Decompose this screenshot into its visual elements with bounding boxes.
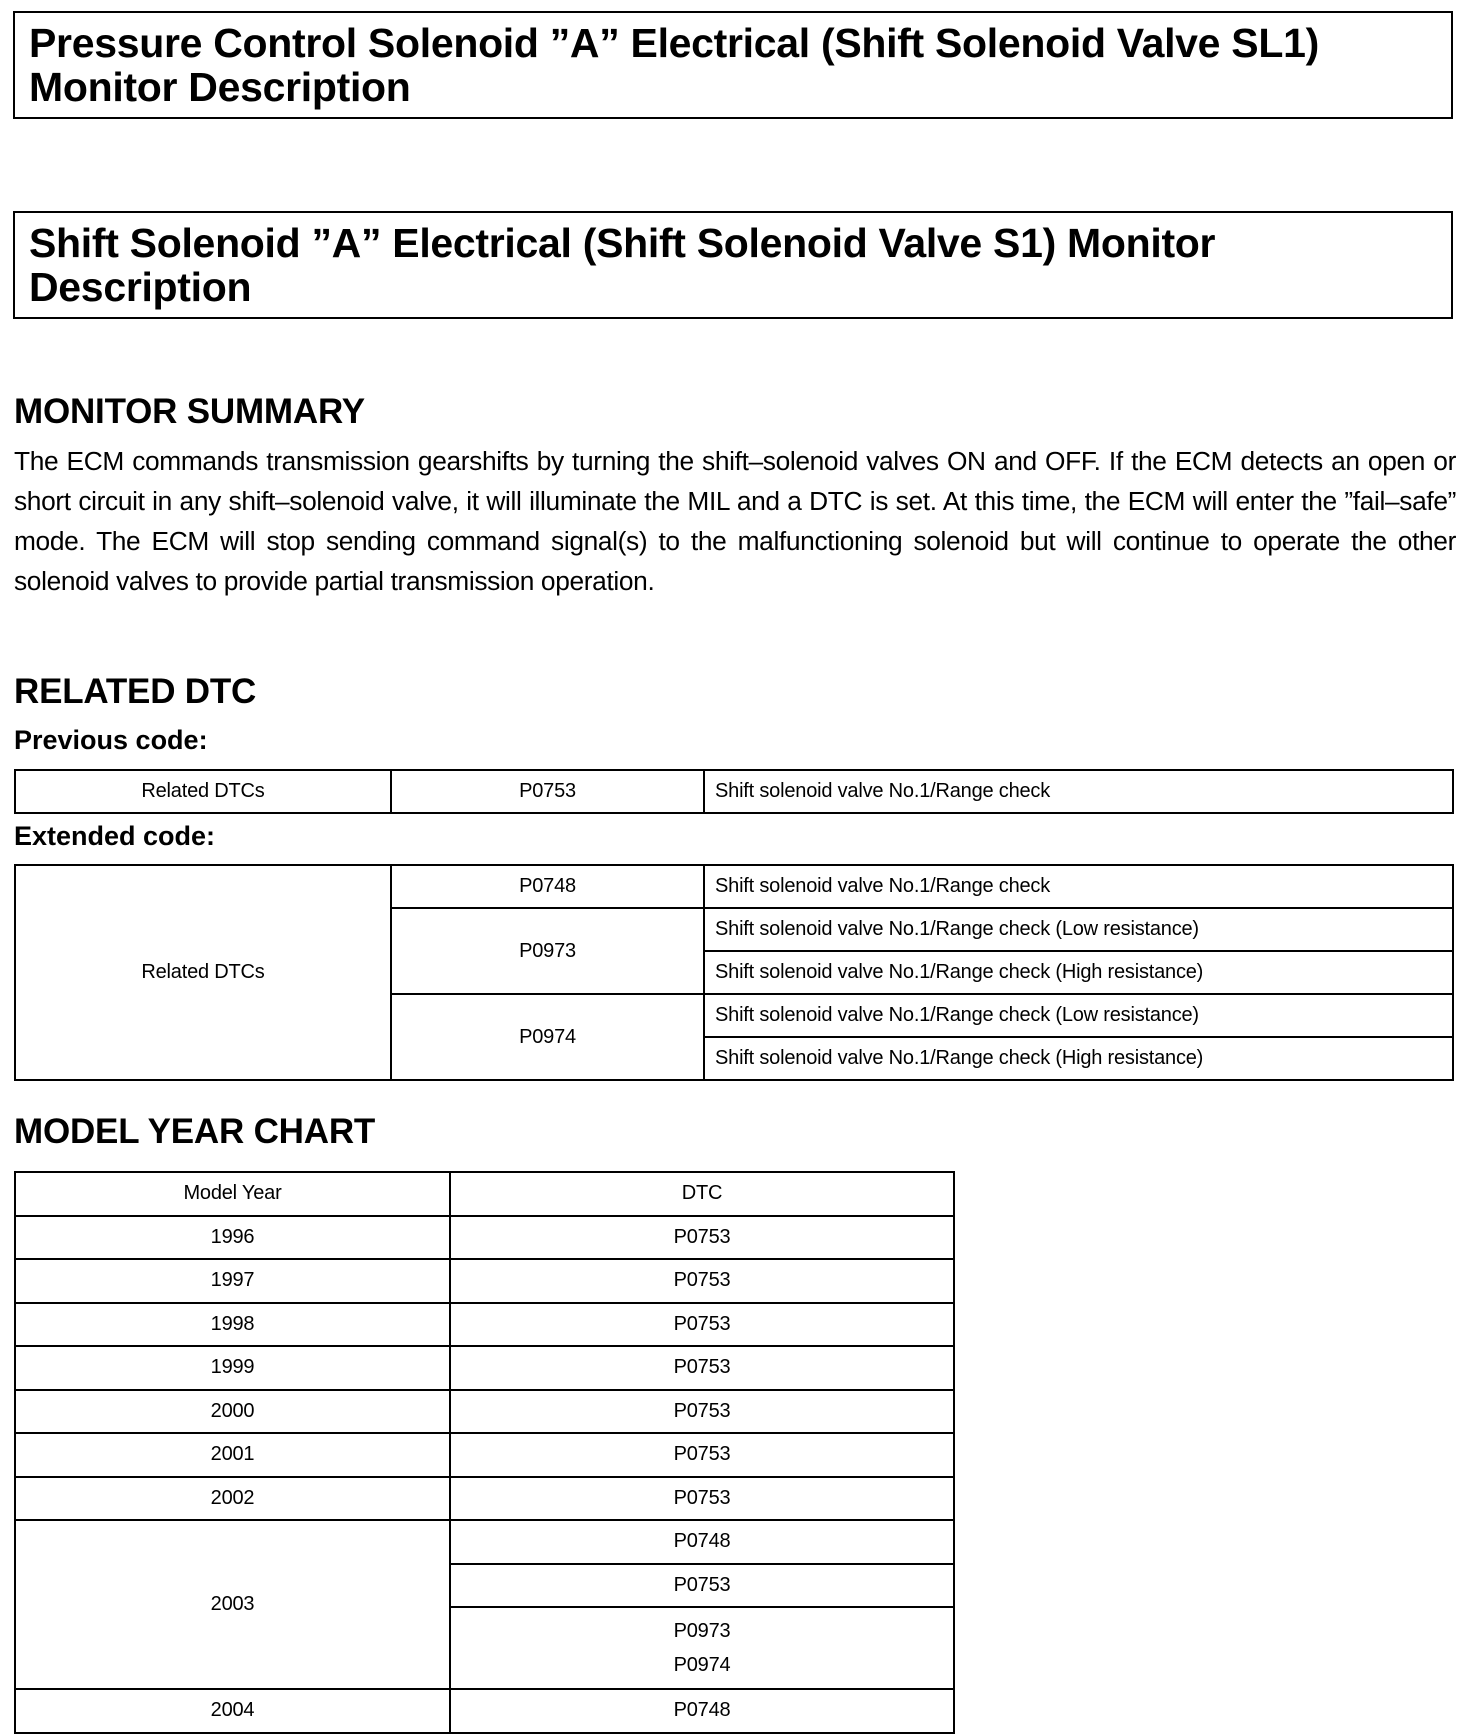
model-year-cell: 2004 bbox=[15, 1689, 450, 1733]
dtc-cell: P0748 bbox=[450, 1520, 954, 1564]
table-row bbox=[15, 1303, 954, 1347]
table-header-row bbox=[15, 1172, 954, 1216]
dtc-code: P0973 bbox=[673, 1620, 731, 1642]
table-row bbox=[15, 1689, 954, 1733]
dtc-description: Shift solenoid valve No.1/Range check (High resistance) bbox=[704, 951, 1453, 994]
related-dtc-heading: RELATED DTC bbox=[14, 672, 257, 711]
model-year-cell: 2000 bbox=[15, 1390, 450, 1434]
table-row bbox=[15, 1520, 954, 1564]
dtc-cell-multi bbox=[450, 1607, 954, 1689]
dtc-description: Shift solenoid valve No.1/Range check (High resistance) bbox=[704, 1037, 1453, 1080]
dtc-cell: P0753 bbox=[450, 1216, 954, 1260]
model-year-cell: 1997 bbox=[15, 1259, 450, 1303]
dtc-code: P0973 bbox=[391, 908, 704, 994]
extended-code-table bbox=[14, 864, 1454, 1081]
dtc-cell: P0753 bbox=[450, 1346, 954, 1390]
table-row bbox=[15, 1477, 954, 1521]
dtc-cell: P0753 bbox=[450, 1303, 954, 1347]
extended-code-label: Extended code: bbox=[14, 821, 216, 851]
dtc-cell: P0753 bbox=[450, 1477, 954, 1521]
previous-code-table bbox=[14, 769, 1454, 814]
model-year-cell: 2002 bbox=[15, 1477, 450, 1521]
dtc-cell: P0753 bbox=[450, 1390, 954, 1434]
dtc-description: Shift solenoid valve No.1/Range check bbox=[704, 770, 1453, 813]
dtc-description: Shift solenoid valve No.1/Range check bbox=[704, 865, 1453, 908]
dtc-description: Shift solenoid valve No.1/Range check (Low resistance) bbox=[704, 908, 1453, 951]
dtc-cell: P0753 bbox=[450, 1433, 954, 1477]
related-dtcs-label: Related DTCs bbox=[15, 770, 391, 813]
related-dtcs-label: Related DTCs bbox=[15, 865, 391, 1080]
model-year-cell: 2001 bbox=[15, 1433, 450, 1477]
dtc-code: P0974 bbox=[391, 994, 704, 1080]
table-row bbox=[15, 770, 1453, 813]
model-year-cell: 2003 bbox=[15, 1520, 450, 1689]
column-header-dtc: DTC bbox=[450, 1172, 954, 1216]
model-year-cell: 1999 bbox=[15, 1346, 450, 1390]
model-year-cell: 1996 bbox=[15, 1216, 450, 1260]
table-row bbox=[15, 865, 1453, 908]
dtc-code: P0974 bbox=[673, 1654, 731, 1676]
model-year-chart-heading: MODEL YEAR CHART bbox=[14, 1112, 376, 1151]
dtc-cell: P0748 bbox=[450, 1689, 954, 1733]
table-row bbox=[15, 1216, 954, 1260]
dtc-code: P0748 bbox=[391, 865, 704, 908]
dtc-cell: P0753 bbox=[450, 1259, 954, 1303]
dtc-cell: P0753 bbox=[450, 1564, 954, 1608]
dtc-code: P0753 bbox=[391, 770, 704, 813]
table-row bbox=[15, 1346, 954, 1390]
monitor-summary-heading: MONITOR SUMMARY bbox=[14, 392, 365, 431]
model-year-table bbox=[14, 1171, 955, 1734]
document-title-pressure-control: Pressure Control Solenoid ”A” Electrical (Shift Solenoid Valve SL1) Monitor Description bbox=[13, 11, 1453, 119]
column-header-model-year: Model Year bbox=[15, 1172, 450, 1216]
monitor-summary-text: The ECM commands transmission gearshifts by turning the shift–solenoid valves ON and OFF. If the ECM detects an open or short circuit in any shift–solenoid valve, it will illuminate the MIL and a DTC is set. At this time, the ECM will enter the ”fail–safe” mode. The ECM will stop sending command signal(s) to the malfunctioning solenoid but will continue to operate the other solenoid valves to provide partial transmission operation. bbox=[14, 446, 1456, 596]
previous-code-label: Previous code: bbox=[14, 725, 208, 755]
table-row bbox=[15, 1433, 954, 1477]
model-year-cell: 1998 bbox=[15, 1303, 450, 1347]
table-row bbox=[15, 1390, 954, 1434]
table-row bbox=[15, 1259, 954, 1303]
dtc-description: Shift solenoid valve No.1/Range check (Low resistance) bbox=[704, 994, 1453, 1037]
document-title-shift-solenoid: Shift Solenoid ”A” Electrical (Shift Solenoid Valve S1) Monitor Description bbox=[13, 211, 1453, 319]
